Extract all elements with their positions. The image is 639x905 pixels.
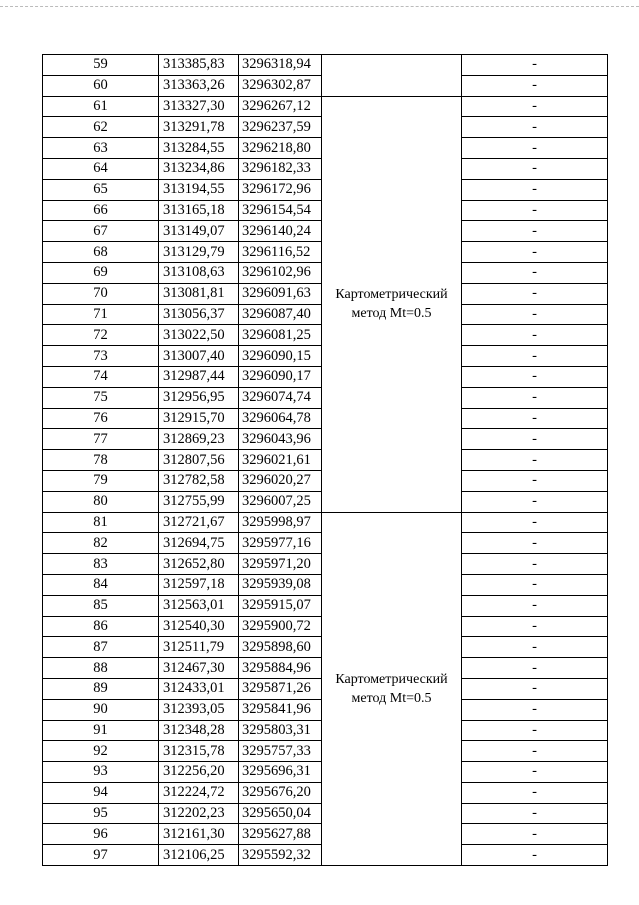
point-number-cell: 86	[43, 616, 159, 637]
precision-cell: -	[462, 554, 608, 575]
precision-cell: -	[462, 595, 608, 616]
precision-cell: -	[462, 179, 608, 200]
precision-cell: -	[462, 346, 608, 367]
y-coordinate-cell: 3296302,87	[239, 75, 322, 96]
y-coordinate-cell: 3295939,08	[239, 574, 322, 595]
x-coordinate-cell: 312161,30	[159, 824, 239, 845]
precision-cell: -	[462, 616, 608, 637]
precision-cell: -	[462, 678, 608, 699]
x-coordinate-cell: 313129,79	[159, 242, 239, 263]
precision-cell: -	[462, 387, 608, 408]
point-number-cell: 72	[43, 325, 159, 346]
precision-cell: -	[462, 96, 608, 117]
precision-cell: -	[462, 75, 608, 96]
table-row	[43, 55, 608, 76]
precision-cell: -	[462, 55, 608, 76]
x-coordinate-cell: 313385,83	[159, 55, 239, 76]
precision-cell: -	[462, 782, 608, 803]
x-coordinate-cell: 312511,79	[159, 637, 239, 658]
x-coordinate-cell: 312721,67	[159, 512, 239, 533]
x-coordinate-cell: 312807,56	[159, 450, 239, 471]
precision-cell: -	[462, 699, 608, 720]
x-coordinate-cell: 312563,01	[159, 595, 239, 616]
x-coordinate-cell: 313108,63	[159, 262, 239, 283]
precision-cell: -	[462, 408, 608, 429]
precision-cell: -	[462, 117, 608, 138]
y-coordinate-cell: 3296064,78	[239, 408, 322, 429]
method-line-2: метод Mt=0.5	[351, 306, 432, 322]
y-coordinate-cell: 3296043,96	[239, 429, 322, 450]
point-number-cell: 66	[43, 200, 159, 221]
point-number-cell: 78	[43, 450, 159, 471]
point-number-cell: 83	[43, 554, 159, 575]
precision-cell: -	[462, 450, 608, 471]
precision-cell: -	[462, 470, 608, 491]
x-coordinate-cell: 312433,01	[159, 678, 239, 699]
x-coordinate-cell: 312202,23	[159, 803, 239, 824]
precision-cell: -	[462, 304, 608, 325]
precision-cell: -	[462, 512, 608, 533]
y-coordinate-cell: 3296091,63	[239, 283, 322, 304]
x-coordinate-cell: 312540,30	[159, 616, 239, 637]
point-number-cell: 62	[43, 117, 159, 138]
y-coordinate-cell: 3295650,04	[239, 803, 322, 824]
precision-cell: -	[462, 803, 608, 824]
y-coordinate-cell: 3295900,72	[239, 616, 322, 637]
y-coordinate-cell: 3296090,15	[239, 346, 322, 367]
y-coordinate-cell: 3295627,88	[239, 824, 322, 845]
method-line-1: Картометрический	[335, 287, 448, 303]
y-coordinate-cell: 3295757,33	[239, 741, 322, 762]
x-coordinate-cell: 312782,58	[159, 470, 239, 491]
method-line-2: метод Mt=0.5	[351, 690, 432, 706]
point-number-cell: 60	[43, 75, 159, 96]
coordinates-table-body	[43, 55, 608, 866]
x-coordinate-cell: 312652,80	[159, 554, 239, 575]
x-coordinate-cell: 313291,78	[159, 117, 239, 138]
point-number-cell: 70	[43, 283, 159, 304]
x-coordinate-cell: 312956,95	[159, 387, 239, 408]
x-coordinate-cell: 312467,30	[159, 658, 239, 679]
point-number-cell: 71	[43, 304, 159, 325]
precision-cell: -	[462, 658, 608, 679]
precision-cell: -	[462, 429, 608, 450]
x-coordinate-cell: 313081,81	[159, 283, 239, 304]
precision-cell: -	[462, 574, 608, 595]
point-number-cell: 76	[43, 408, 159, 429]
precision-cell: -	[462, 762, 608, 783]
point-number-cell: 94	[43, 782, 159, 803]
y-coordinate-cell: 3296218,80	[239, 138, 322, 159]
x-coordinate-cell: 312597,18	[159, 574, 239, 595]
y-coordinate-cell: 3296007,25	[239, 491, 322, 512]
y-coordinate-cell: 3295803,31	[239, 720, 322, 741]
x-coordinate-cell: 313363,26	[159, 75, 239, 96]
coordinates-table	[42, 54, 608, 866]
method-cell	[322, 512, 462, 866]
y-coordinate-cell: 3296267,12	[239, 96, 322, 117]
precision-cell: -	[462, 221, 608, 242]
point-number-cell: 80	[43, 491, 159, 512]
point-number-cell: 74	[43, 366, 159, 387]
y-coordinate-cell: 3296116,52	[239, 242, 322, 263]
point-number-cell: 90	[43, 699, 159, 720]
point-number-cell: 64	[43, 158, 159, 179]
x-coordinate-cell: 313022,50	[159, 325, 239, 346]
point-number-cell: 59	[43, 55, 159, 76]
x-coordinate-cell: 312915,70	[159, 408, 239, 429]
y-coordinate-cell: 3295971,20	[239, 554, 322, 575]
precision-cell: -	[462, 741, 608, 762]
x-coordinate-cell: 312256,20	[159, 762, 239, 783]
x-coordinate-cell: 312224,72	[159, 782, 239, 803]
y-coordinate-cell: 3296090,17	[239, 366, 322, 387]
y-coordinate-cell: 3295898,60	[239, 637, 322, 658]
point-number-cell: 91	[43, 720, 159, 741]
table-row	[43, 96, 608, 117]
method-cell	[322, 55, 462, 97]
point-number-cell: 81	[43, 512, 159, 533]
x-coordinate-cell: 313149,07	[159, 221, 239, 242]
point-number-cell: 85	[43, 595, 159, 616]
page-top-rule	[0, 6, 639, 7]
precision-cell: -	[462, 242, 608, 263]
x-coordinate-cell: 312755,99	[159, 491, 239, 512]
point-number-cell: 79	[43, 470, 159, 491]
x-coordinate-cell: 313284,55	[159, 138, 239, 159]
precision-cell: -	[462, 200, 608, 221]
y-coordinate-cell: 3296081,25	[239, 325, 322, 346]
y-coordinate-cell: 3296182,33	[239, 158, 322, 179]
point-number-cell: 93	[43, 762, 159, 783]
y-coordinate-cell: 3295884,96	[239, 658, 322, 679]
precision-cell: -	[462, 366, 608, 387]
point-number-cell: 75	[43, 387, 159, 408]
x-coordinate-cell: 313194,55	[159, 179, 239, 200]
y-coordinate-cell: 3295592,32	[239, 845, 322, 866]
point-number-cell: 82	[43, 533, 159, 554]
y-coordinate-cell: 3295977,16	[239, 533, 322, 554]
y-coordinate-cell: 3296102,96	[239, 262, 322, 283]
point-number-cell: 68	[43, 242, 159, 263]
x-coordinate-cell: 313165,18	[159, 200, 239, 221]
y-coordinate-cell: 3295676,20	[239, 782, 322, 803]
precision-cell: -	[462, 720, 608, 741]
point-number-cell: 97	[43, 845, 159, 866]
y-coordinate-cell: 3295841,96	[239, 699, 322, 720]
x-coordinate-cell: 313327,30	[159, 96, 239, 117]
precision-cell: -	[462, 845, 608, 866]
point-number-cell: 89	[43, 678, 159, 699]
point-number-cell: 84	[43, 574, 159, 595]
point-number-cell: 61	[43, 96, 159, 117]
point-number-cell: 63	[43, 138, 159, 159]
y-coordinate-cell: 3296154,54	[239, 200, 322, 221]
point-number-cell: 69	[43, 262, 159, 283]
y-coordinate-cell: 3296021,61	[239, 450, 322, 471]
y-coordinate-cell: 3296172,96	[239, 179, 322, 200]
x-coordinate-cell: 312348,28	[159, 720, 239, 741]
point-number-cell: 96	[43, 824, 159, 845]
precision-cell: -	[462, 637, 608, 658]
x-coordinate-cell: 312869,23	[159, 429, 239, 450]
x-coordinate-cell: 312393,05	[159, 699, 239, 720]
precision-cell: -	[462, 533, 608, 554]
y-coordinate-cell: 3295871,26	[239, 678, 322, 699]
point-number-cell: 95	[43, 803, 159, 824]
point-number-cell: 65	[43, 179, 159, 200]
precision-cell: -	[462, 824, 608, 845]
x-coordinate-cell: 313234,86	[159, 158, 239, 179]
method-line-1: Картометрический	[335, 671, 448, 687]
y-coordinate-cell: 3296318,94	[239, 55, 322, 76]
x-coordinate-cell: 312987,44	[159, 366, 239, 387]
y-coordinate-cell: 3295696,31	[239, 762, 322, 783]
y-coordinate-cell: 3295915,07	[239, 595, 322, 616]
x-coordinate-cell: 312694,75	[159, 533, 239, 554]
y-coordinate-cell: 3296087,40	[239, 304, 322, 325]
x-coordinate-cell: 313007,40	[159, 346, 239, 367]
y-coordinate-cell: 3296237,59	[239, 117, 322, 138]
precision-cell: -	[462, 283, 608, 304]
precision-cell: -	[462, 491, 608, 512]
table-row	[43, 512, 608, 533]
point-number-cell: 87	[43, 637, 159, 658]
point-number-cell: 88	[43, 658, 159, 679]
precision-cell: -	[462, 262, 608, 283]
method-cell	[322, 96, 462, 512]
precision-cell: -	[462, 158, 608, 179]
point-number-cell: 92	[43, 741, 159, 762]
y-coordinate-cell: 3296074,74	[239, 387, 322, 408]
precision-cell: -	[462, 325, 608, 346]
x-coordinate-cell: 312106,25	[159, 845, 239, 866]
x-coordinate-cell: 312315,78	[159, 741, 239, 762]
precision-cell: -	[462, 138, 608, 159]
point-number-cell: 67	[43, 221, 159, 242]
y-coordinate-cell: 3295998,97	[239, 512, 322, 533]
y-coordinate-cell: 3296020,27	[239, 470, 322, 491]
x-coordinate-cell: 313056,37	[159, 304, 239, 325]
point-number-cell: 77	[43, 429, 159, 450]
point-number-cell: 73	[43, 346, 159, 367]
y-coordinate-cell: 3296140,24	[239, 221, 322, 242]
